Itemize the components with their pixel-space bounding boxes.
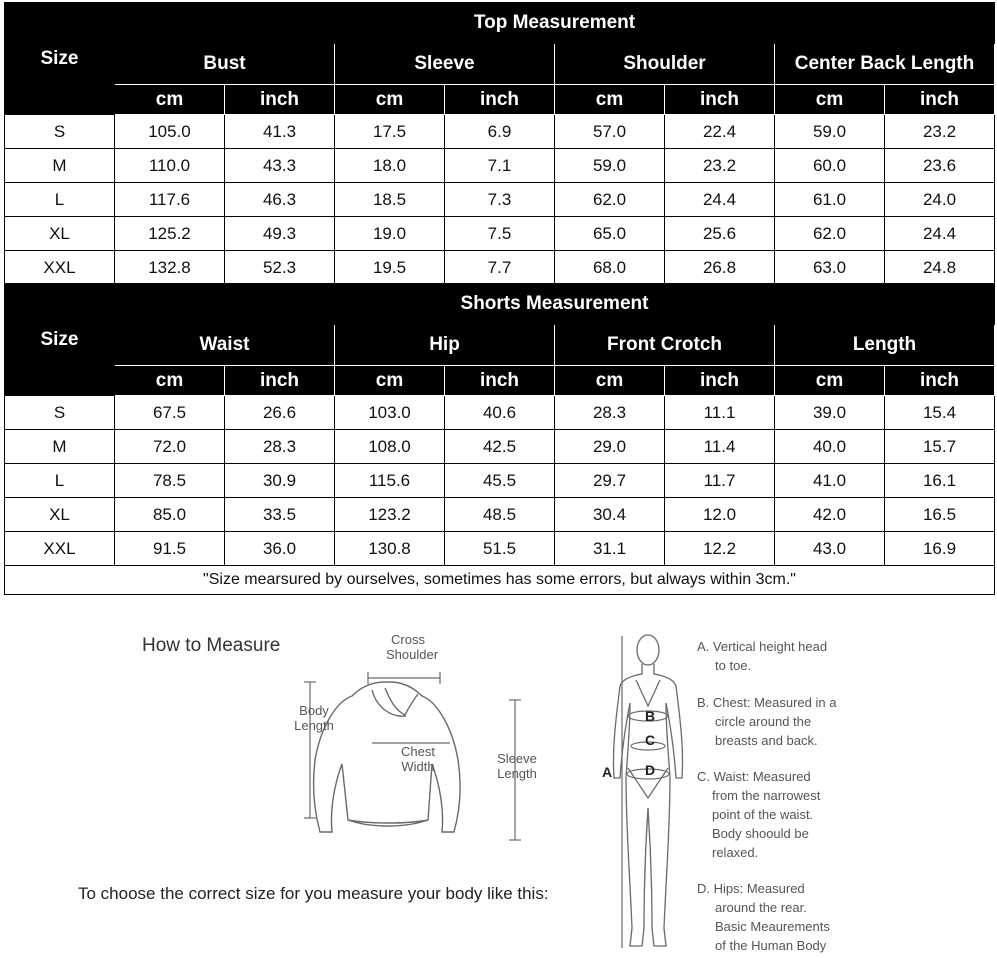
top-measurement-table xyxy=(4,2,995,285)
body-letter-b: B xyxy=(645,708,656,724)
value-cell: 117.6 xyxy=(115,183,225,217)
value-cell: 31.1 xyxy=(555,532,665,566)
size-header: Size xyxy=(5,3,115,115)
value-cell: 49.3 xyxy=(225,217,335,251)
value-cell: 22.4 xyxy=(665,115,775,149)
table-row xyxy=(5,149,995,183)
legend-d: D. Hips: Measured around the rear. Basic Meaurements of the Human Body xyxy=(697,881,830,953)
unit-header: cm xyxy=(555,85,665,115)
size-cell: M xyxy=(5,430,115,464)
size-cell: M xyxy=(5,149,115,183)
value-cell: 7.1 xyxy=(445,149,555,183)
value-cell: 63.0 xyxy=(775,251,885,285)
unit-header: cm xyxy=(555,366,665,396)
value-cell: 16.1 xyxy=(885,464,995,498)
value-cell: 7.5 xyxy=(445,217,555,251)
unit-header: inch xyxy=(665,366,775,396)
unit-header: inch xyxy=(225,366,335,396)
body-figure-sketch xyxy=(600,628,690,958)
value-cell: 41.3 xyxy=(225,115,335,149)
value-cell: 59.0 xyxy=(555,149,665,183)
body-length-label: Body Length xyxy=(294,703,334,733)
value-cell: 65.0 xyxy=(555,217,665,251)
measurement-note: "Size mearsured by ourselves, sometimes has some errors, but always within 3cm." xyxy=(5,566,995,595)
value-cell: 45.5 xyxy=(445,464,555,498)
unit-header: cm xyxy=(335,366,445,396)
value-cell: 26.8 xyxy=(665,251,775,285)
unit-header: inch xyxy=(445,366,555,396)
value-cell: 16.5 xyxy=(885,498,995,532)
unit-header: cm xyxy=(115,366,225,396)
body-letter-d: D xyxy=(645,762,656,778)
group-header-sleeve: Sleeve xyxy=(335,44,555,85)
value-cell: 28.3 xyxy=(555,396,665,430)
value-cell: 24.0 xyxy=(885,183,995,217)
table-title: Top Measurement xyxy=(115,3,995,44)
unit-header: inch xyxy=(665,85,775,115)
value-cell: 62.0 xyxy=(555,183,665,217)
value-cell: 19.0 xyxy=(335,217,445,251)
unit-header: cm xyxy=(335,85,445,115)
value-cell: 130.8 xyxy=(335,532,445,566)
table-row xyxy=(5,115,995,149)
value-cell: 24.4 xyxy=(885,217,995,251)
value-cell: 15.7 xyxy=(885,430,995,464)
value-cell: 7.3 xyxy=(445,183,555,217)
value-cell: 60.0 xyxy=(775,149,885,183)
value-cell: 57.0 xyxy=(555,115,665,149)
unit-header: cm xyxy=(775,366,885,396)
value-cell: 61.0 xyxy=(775,183,885,217)
group-header-hip: Hip xyxy=(335,325,555,366)
value-cell: 51.5 xyxy=(445,532,555,566)
table-title: Shorts Measurement xyxy=(115,284,995,325)
unit-header: inch xyxy=(885,366,995,396)
how-to-measure-title: How to Measure xyxy=(142,635,281,656)
value-cell: 42.0 xyxy=(775,498,885,532)
group-header-shoulder: Shoulder xyxy=(555,44,775,85)
size-header: Size xyxy=(5,284,115,396)
group-header-center-back-length: Center Back Length xyxy=(775,44,995,85)
table-row xyxy=(5,396,995,430)
group-header-bust: Bust xyxy=(115,44,335,85)
value-cell: 72.0 xyxy=(115,430,225,464)
value-cell: 29.7 xyxy=(555,464,665,498)
instruction-text: To choose the correct size for you measure your body like this: xyxy=(78,884,549,903)
value-cell: 18.0 xyxy=(335,149,445,183)
group-header-waist: Waist xyxy=(115,325,335,366)
value-cell: 41.0 xyxy=(775,464,885,498)
value-cell: 43.0 xyxy=(775,532,885,566)
value-cell: 25.6 xyxy=(665,217,775,251)
value-cell: 12.0 xyxy=(665,498,775,532)
unit-header: inch xyxy=(885,85,995,115)
legend-c: C. Waist: Measured from the narrowest point of the waist. Body shoould be relaxed. xyxy=(697,769,821,860)
size-cell: S xyxy=(5,115,115,149)
value-cell: 33.5 xyxy=(225,498,335,532)
value-cell: 43.3 xyxy=(225,149,335,183)
value-cell: 26.6 xyxy=(225,396,335,430)
unit-header: inch xyxy=(225,85,335,115)
value-cell: 11.4 xyxy=(665,430,775,464)
value-cell: 12.2 xyxy=(665,532,775,566)
value-cell: 23.2 xyxy=(665,149,775,183)
value-cell: 40.6 xyxy=(445,396,555,430)
value-cell: 15.4 xyxy=(885,396,995,430)
size-cell: XL xyxy=(5,217,115,251)
value-cell: 24.8 xyxy=(885,251,995,285)
value-cell: 59.0 xyxy=(775,115,885,149)
size-cell: L xyxy=(5,464,115,498)
value-cell: 78.5 xyxy=(115,464,225,498)
table-row xyxy=(5,183,995,217)
value-cell: 62.0 xyxy=(775,217,885,251)
value-cell: 7.7 xyxy=(445,251,555,285)
value-cell: 91.5 xyxy=(115,532,225,566)
table-row xyxy=(5,498,995,532)
value-cell: 19.5 xyxy=(335,251,445,285)
value-cell: 68.0 xyxy=(555,251,665,285)
value-cell: 85.0 xyxy=(115,498,225,532)
table-row xyxy=(5,532,995,566)
value-cell: 18.5 xyxy=(335,183,445,217)
value-cell: 11.1 xyxy=(665,396,775,430)
shorts-measurement-table xyxy=(4,283,995,595)
value-cell: 23.2 xyxy=(885,115,995,149)
value-cell: 6.9 xyxy=(445,115,555,149)
value-cell: 16.9 xyxy=(885,532,995,566)
body-letter-c: C xyxy=(645,732,656,748)
value-cell: 40.0 xyxy=(775,430,885,464)
size-cell: XXL xyxy=(5,251,115,285)
unit-header: inch xyxy=(445,85,555,115)
value-cell: 28.3 xyxy=(225,430,335,464)
legend-a: A. Vertical height head to toe. xyxy=(697,639,828,673)
value-cell: 67.5 xyxy=(115,396,225,430)
unit-header: cm xyxy=(115,85,225,115)
value-cell: 23.6 xyxy=(885,149,995,183)
value-cell: 42.5 xyxy=(445,430,555,464)
value-cell: 17.5 xyxy=(335,115,445,149)
sleeve-length-label: Sleeve Length xyxy=(497,751,537,781)
value-cell: 24.4 xyxy=(665,183,775,217)
table-row xyxy=(5,251,995,285)
group-header-front-crotch: Front Crotch xyxy=(555,325,775,366)
table-row xyxy=(5,430,995,464)
table-row xyxy=(5,464,995,498)
value-cell: 110.0 xyxy=(115,149,225,183)
value-cell: 29.0 xyxy=(555,430,665,464)
value-cell: 39.0 xyxy=(775,396,885,430)
unit-header: cm xyxy=(775,85,885,115)
size-cell: XL xyxy=(5,498,115,532)
size-cell: S xyxy=(5,396,115,430)
table-row xyxy=(5,217,995,251)
value-cell: 123.2 xyxy=(335,498,445,532)
chest-width-label: Chest Width xyxy=(401,744,435,774)
value-cell: 52.3 xyxy=(225,251,335,285)
value-cell: 48.5 xyxy=(445,498,555,532)
value-cell: 132.8 xyxy=(115,251,225,285)
sweater-sketch xyxy=(290,660,490,845)
legend-b: B. Chest: Measured in a circle around the breasts and back. xyxy=(697,695,837,748)
body-letter-a: A xyxy=(602,764,613,780)
size-cell: L xyxy=(5,183,115,217)
value-cell: 30.4 xyxy=(555,498,665,532)
value-cell: 108.0 xyxy=(335,430,445,464)
value-cell: 125.2 xyxy=(115,217,225,251)
value-cell: 115.6 xyxy=(335,464,445,498)
cross-shoulder-label: Cross Shoulder xyxy=(386,632,439,662)
value-cell: 103.0 xyxy=(335,396,445,430)
size-cell: XXL xyxy=(5,532,115,566)
group-header-length: Length xyxy=(775,325,995,366)
value-cell: 36.0 xyxy=(225,532,335,566)
value-cell: 46.3 xyxy=(225,183,335,217)
value-cell: 30.9 xyxy=(225,464,335,498)
value-cell: 11.7 xyxy=(665,464,775,498)
value-cell: 105.0 xyxy=(115,115,225,149)
